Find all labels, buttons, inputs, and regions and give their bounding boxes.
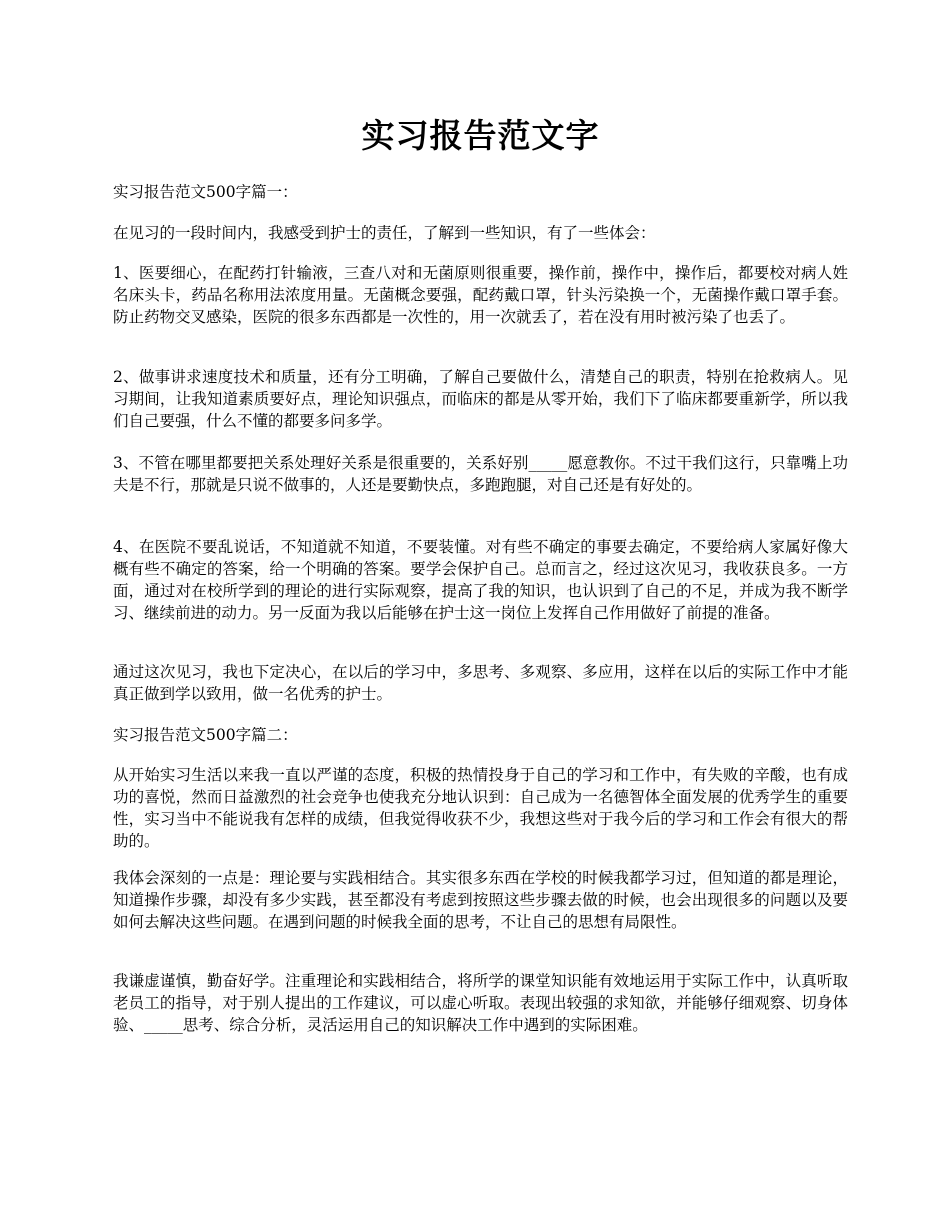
point-four-paragraph: 4、在医院不要乱说话，不知道就不知道，不要装懂。对有些不确定的事要去确定，不要给病人家属好像大概有些不确定的答案，给一个明确的答案。要学会保护自己。总而言之，经过这次见习，我收获良多。一方面，通过对在校所学到的理论的进行实际观察，提高了我的知识，也认识到了自己的不足，并成为我不断学习、继续前进的动力。另一反面为我以后能够在护士这一岗位上发挥自己作用做好了前提的准备。 [113, 538, 848, 622]
body-paragraph-two: 我体会深刻的一点是：理论要与实践相结合。其实很多东西在学校的时候我都学习过，但知道的都是理论，知道操作步骤，却没有多少实践，甚至都没有考虑到按照这些步骤去做的时候，也会出现很多的问题以及要如何去解决这些问题。在遇到问题的时候我全面的思考，不让自己的思想有局限性。 [113, 869, 848, 931]
point-two-paragraph: 2、做事讲求速度技术和质量，还有分工明确，了解自己要做什么，清楚自己的职责，特别在抢救病人。见习期间，让我知道素质要好点，理论知识强点，而临床的都是从零开始，我们下了临床都要重新学，所以我们自己要强，什么不懂的都要多问多学。 [113, 368, 848, 430]
intro-paragraph: 在见习的一段时间内，我感受到护士的责任，了解到一些知识，有了一些体会： [113, 224, 656, 242]
section-heading-two: 实习报告范文500字篇二： [113, 726, 298, 744]
body-paragraph-three: 我谦虚谨慎，勤奋好学。注重理论和实践相结合，将所学的课堂知识能有效地运用于实际工作中，认真听取老员工的指导，对于别人提出的工作建议，可以虚心听取。表现出较强的求知欲，并能够仔细观察、切身体验、_____思考、综合分析，灵活运用自己的知识解决工作中遇到的实际困难。 [113, 972, 848, 1034]
point-one-paragraph: 1、医要细心，在配药打针输液，三查八对和无菌原则很重要，操作前，操作中，操作后，都要校对病人姓名床头卡，药品名称用法浓度用量。无菌概念要强，配药戴口罩，针头污染换一个，无菌操作戴口罩手套。防止药物交叉感染，医院的很多东西都是一次性的，用一次就丢了，若在没有用时被污染了也丢了。 [113, 264, 848, 326]
point-three-paragraph: 3、不管在哪里都要把关系处理好关系是很重要的，关系好别_____愿意教你。不过干我们这行，只靠嘴上功夫是不行，那就是只说不做事的，人还是要勤快点，多跑跑腿，对自己还是有好处的。 [113, 454, 848, 494]
section-heading-one: 实习报告范文500字篇一： [113, 183, 298, 201]
body-paragraph-one: 从开始实习生活以来我一直以严谨的态度，积极的热情投身于自己的学习和工作中，有失败的辛酸，也有成功的喜悦，然而日益激烈的社会竞争也使我充分地认识到：自己成为一名德智体全面发展的优秀学生的重要性，实习当中不能说我有怎样的成绩，但我觉得收获不少，我想这些对于我今后的学习和工作会有很大的帮助的。 [113, 766, 848, 850]
conclusion-paragraph: 通过这次见习，我也下定决心，在以后的学习中，多思考、多观察、多应用，这样在以后的实际工作中才能真正做到学以致用，做一名优秀的护士。 [113, 663, 848, 703]
document-title: 实习报告范文字 [361, 116, 600, 155]
